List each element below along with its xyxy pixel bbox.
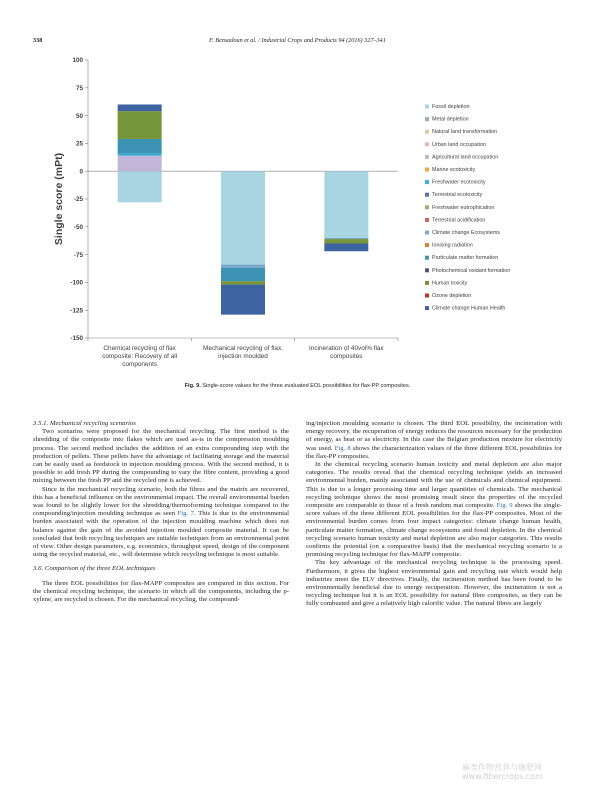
- bar-segment: [221, 281, 265, 284]
- legend-swatch: [425, 105, 429, 109]
- legend-label: Agricultural land occupation: [432, 154, 499, 161]
- x-category-label: Incineration of 40vol% flax: [309, 345, 384, 352]
- running-head: F. Bensadoun et al. / Industrial Crops and Products 94 (2016) 327–341: [209, 37, 386, 44]
- bar-segment: [324, 239, 368, 243]
- page-number: 338: [33, 37, 43, 44]
- legend-label: Natural land transformation: [432, 129, 498, 136]
- y-tick-label: -75: [73, 251, 83, 259]
- bar-segment: [221, 285, 265, 315]
- paragraph: The three EOL possibilities for flax-MAPP composites are compared in this section. For the chemical recycling technique, the scenario in which all the components, including the p-xylene, are recycled is chosen. For the mechanical recycling, the compound-: [33, 579, 289, 604]
- section-heading-3-5-1: 3.5.1. Mechanical recycling scenarios: [33, 420, 136, 427]
- y-tick-label: -125: [70, 307, 83, 315]
- bar-segment: [118, 104, 162, 111]
- paragraph: Since in the mechanical recycling scenario, both the fibres and the matrix are recovered, this has a beneficial influence on the environmental impact. The overall environmental burden was found to be slightly lower for the shredding/thermoforming technique compared to the compounding/injection moulding technique as seen Fig. 7. This is due to the environmental burden associated with the operation of the injection moulding machine which does not balance against the gain of the avoided injection moulded composite material. It can be concluded that both recycling techniques are suitable techniques from an environmental point of view. Other design parameters, e.g. economics, throughput speed, design of the component using the recycled material, etc., will determine which recycling technique is most suitable.: [33, 485, 289, 559]
- legend-label: Freshwater ecotoxicity: [432, 179, 486, 186]
- legend-label: Ionising radiation: [432, 242, 473, 249]
- legend-swatch: [425, 306, 429, 310]
- legend-label: Terrestrial acidification: [432, 217, 486, 224]
- legend-swatch: [425, 281, 429, 285]
- section-heading-3-6: 3.6. Comparison of the three EOL techniques: [33, 565, 156, 573]
- legend-label: Human toxicity: [432, 280, 468, 287]
- bar-segment: [324, 243, 368, 251]
- bar-segment: [221, 171, 265, 264]
- watermark-line: www.fibercrops.com: [462, 772, 543, 781]
- bar-segment: [324, 171, 368, 238]
- legend-swatch: [425, 117, 429, 121]
- figure-label: Fig. 9.: [184, 383, 201, 389]
- paragraph: The key advantage of the mechanical recycling technique is the processing speed. Furthermore, it gives the highest environmental gain and recycling rate which would help industries meet the ELV directives. Finally, the incineration method has been found to be environmentally beneficial due to energy recuperation. However, the incineration is not a recycling technique but it is an EOL possibility for natural fibre composites, as they can be fully combusted and give a relatively high calorific value. The natural fibres are largely: [306, 559, 562, 608]
- figure-link[interactable]: Fig. 8: [334, 444, 351, 452]
- bar-segment: [118, 153, 162, 155]
- bar-segment: [118, 171, 162, 202]
- figure-caption-text: Single-score values for the three evaluated EOL possibilities for flax-PP composites.: [202, 383, 411, 389]
- legend-swatch: [425, 205, 429, 209]
- bar-segment: [118, 111, 162, 139]
- paragraph: Two scenarios were proposed for the mechanical recycling. The first method is the shredding of the composite into flakes which are used as-is in the compression moulding process. The second method includes the addition of an extra compounding step with the production of pellets. These pellets have the advantage of facilitating storage and the material can be easily used as feedstock in injection moulding process. With the second method, it is possible to add fresh PP during the compounding to vary the fibre content, providing a good mixing between the fresh PP and the recycled one is achieved.: [33, 428, 289, 485]
- y-tick-label: 75: [75, 85, 83, 92]
- legend-swatch: [425, 231, 429, 235]
- legend-swatch: [425, 256, 429, 260]
- legend-label: Climate change Ecosystems: [432, 230, 501, 236]
- paragraph: In the chemical recycling scenario human toxicity and metal depletion are also major categories. The results reveal that the chemical recycling technique yields an increased environmental burden, mainly associated with the use of chemicals and chemical equipment. This is due to a longer processing time and larger quantities of chemicals. The mechanical recycling technique shows the most promising result since the properties of the recycled composite are comparable to those of a fresh random mat composite. Fig. 9 shows the single-score values of the three different EOL possibilities for the flax-PP composites. Most of the environmental burden comes from four impact categories: climate change human health, particulate matter formation, climate change ecosystems and fossil depletion. In the chemical recycling scenario human toxicity and metal depletion are also major categories. This results confirms the potential (on a comparative basis) that the mechanical recycling scenario is a promising recycling technique for flax-MAPP composite.: [306, 461, 562, 559]
- x-category-label: composite: Recovery of all: [102, 353, 178, 360]
- bar-segment: [221, 268, 265, 281]
- legend-label: Marine ecotoxicity: [432, 167, 476, 173]
- legend-label: Freshwater eutrophication: [432, 204, 495, 211]
- legend-swatch: [425, 130, 429, 134]
- legend-swatch: [425, 142, 429, 146]
- bar-segment: [221, 265, 265, 268]
- x-category-label: components: [122, 361, 158, 368]
- legend-label: Climate change Human Health: [432, 305, 506, 312]
- y-tick-label: 0: [79, 168, 83, 176]
- x-category-label: Mechanical recycling of flax,: [203, 345, 283, 352]
- x-category-label: injection moulded: [218, 353, 268, 360]
- legend-swatch: [425, 193, 429, 197]
- y-tick-label: 100: [72, 57, 83, 65]
- legend-swatch: [425, 268, 429, 272]
- watermark: [462, 763, 543, 781]
- right-column: [306, 420, 562, 609]
- left-column: [33, 420, 289, 604]
- bar-segment: [118, 156, 162, 172]
- paragraph: ing/injection moulding scenario is chosen. The third EOL possibility, the incineration with energy recovery, the recuperation of energy reduces the resources necessary for the production of energy, as heat or as electricity. In this case the Belgian production mixture for electricity was used. Fig. 8 shows the characterization values of the three different EOL possibilities for the flax-PP composites.: [306, 420, 562, 460]
- legend-label: Ozone depletion: [432, 293, 472, 299]
- legend-label: Urban land occupation: [432, 141, 486, 148]
- legend-swatch: [425, 294, 429, 298]
- y-tick-label: 50: [75, 112, 83, 120]
- legend-swatch: [425, 218, 429, 222]
- legend-swatch: [425, 180, 429, 184]
- legend-swatch: [425, 243, 429, 247]
- legend-label: Fossil depletion: [432, 104, 470, 110]
- watermark-line: 麻类作物营养与施肥网: [462, 763, 542, 772]
- y-tick-label: -50: [73, 224, 83, 231]
- legend-swatch: [425, 168, 429, 172]
- bar-segment: [324, 238, 368, 239]
- x-category-label: composites: [330, 353, 363, 360]
- bar-segment: [118, 139, 162, 153]
- legend-label: Metal depletion: [432, 116, 469, 123]
- figure-link[interactable]: Fig. 9: [496, 502, 513, 510]
- y-axis-title: Single score (mPt): [53, 152, 65, 246]
- legend-label: Terrestrial ecotoxicity: [432, 192, 483, 199]
- legend-swatch: [425, 155, 429, 159]
- y-tick-label: 25: [75, 140, 83, 148]
- single-score-chart: [0, 0, 595, 380]
- figure-link[interactable]: Fig. 7: [177, 510, 195, 518]
- y-tick-label: -25: [73, 196, 83, 204]
- legend-label: Particulate matter formation: [432, 255, 499, 262]
- figure-caption: [33, 383, 562, 389]
- y-tick-label: -100: [70, 279, 83, 287]
- y-tick-label: -150: [70, 335, 83, 343]
- legend-label: Photochemical oxidant formation: [432, 267, 511, 274]
- x-category-label: Chemical recycling of flax: [103, 345, 176, 352]
